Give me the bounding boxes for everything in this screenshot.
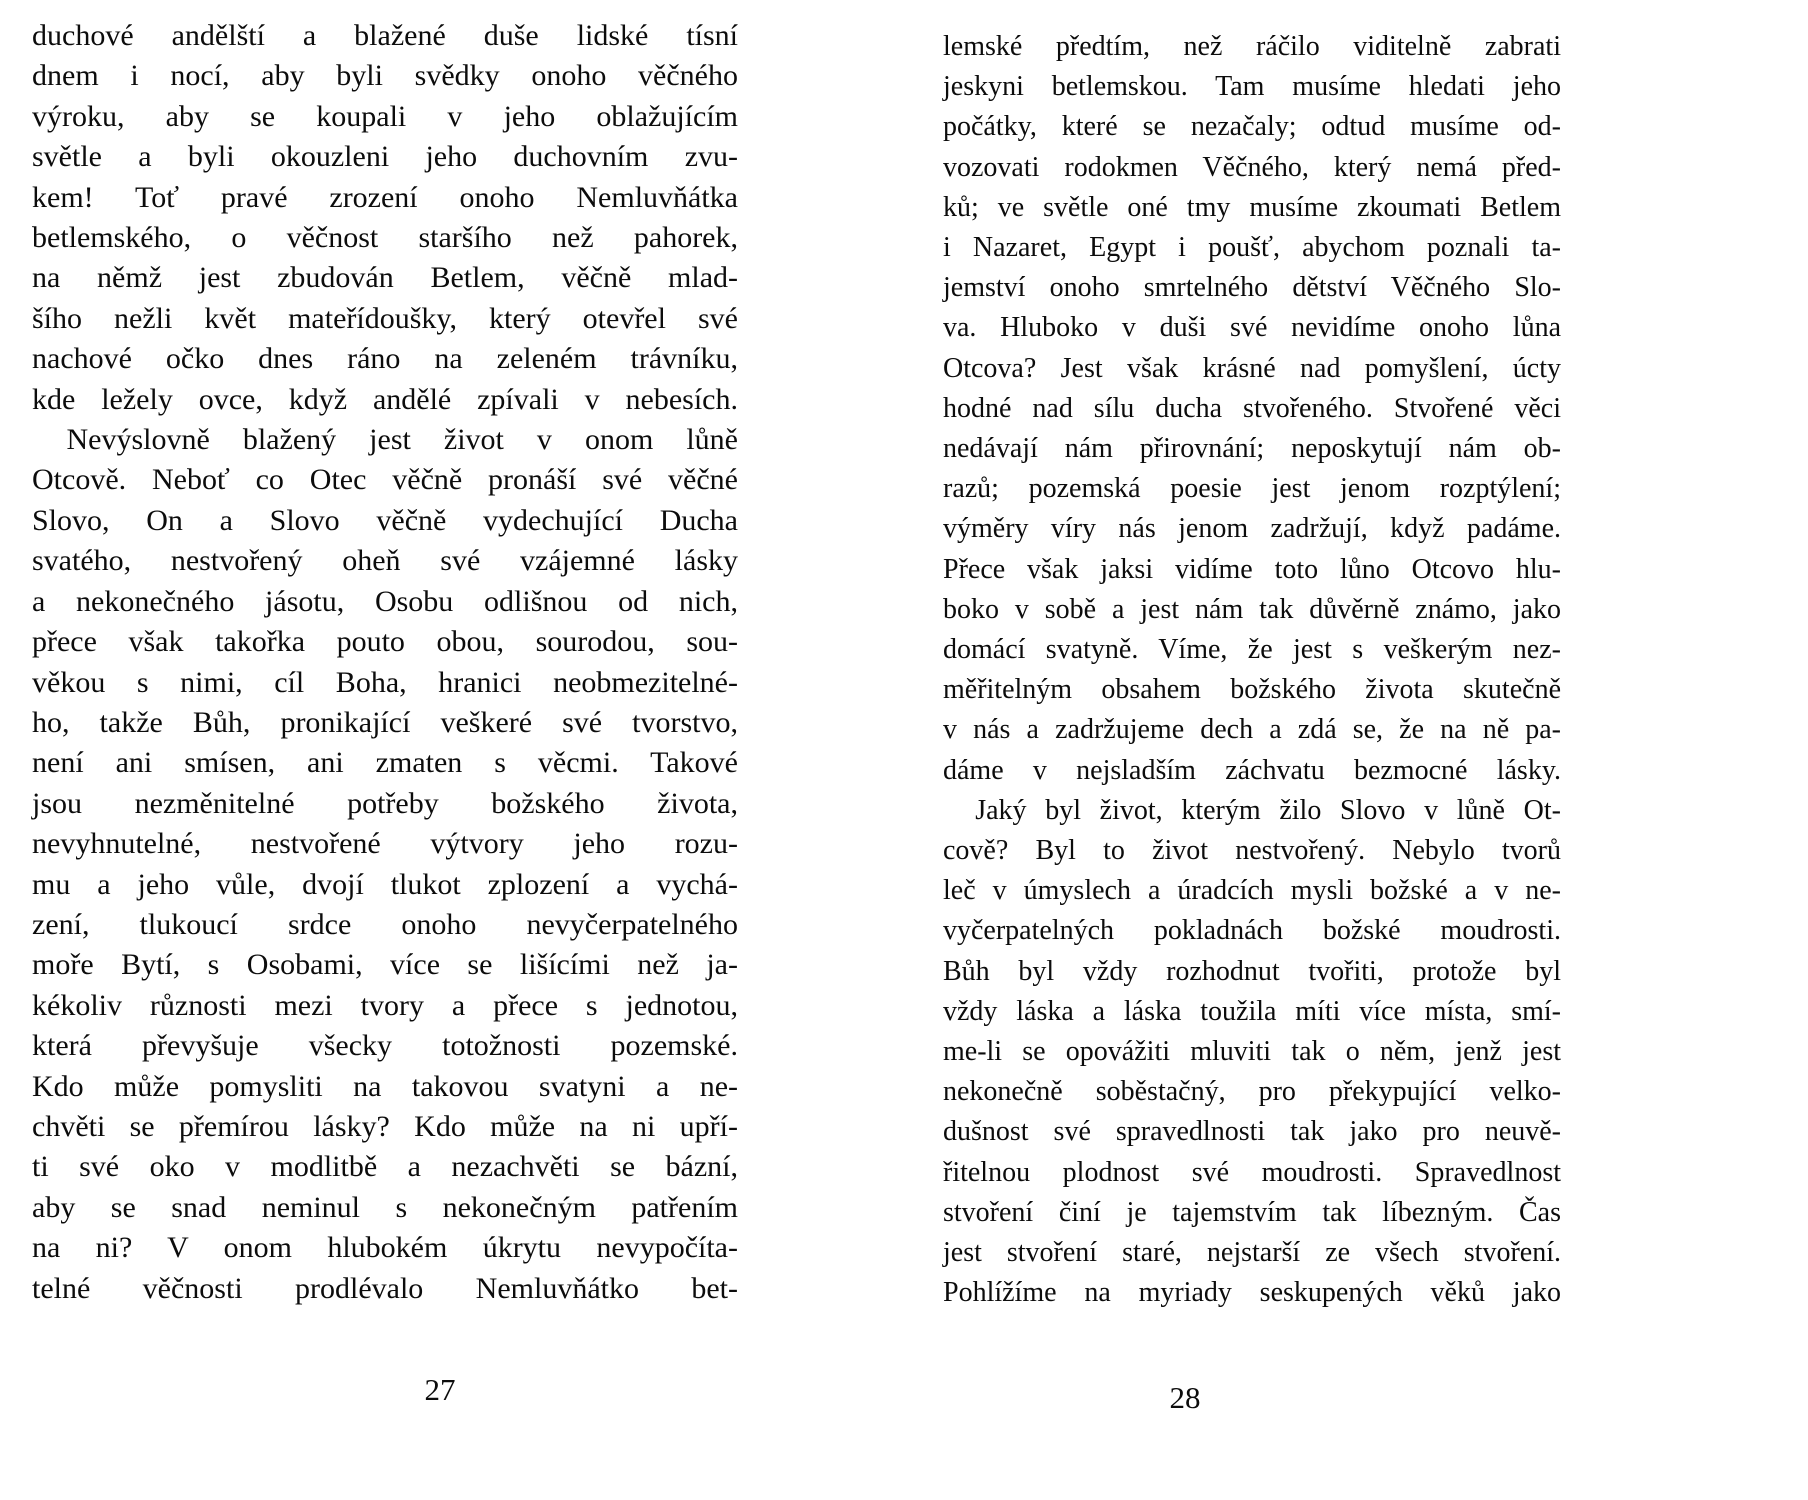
text-line: jsou nezměnitelné potřeby božského života, xyxy=(32,786,738,820)
text-line: moře Bytí, s Osobami, více se lišícími než ja- xyxy=(32,948,738,982)
text-line: v nás a zadržujeme dech a zdá se, že na ně pa- xyxy=(943,714,1561,746)
page-left-text-column xyxy=(32,16,738,1309)
text-line: která převyšuje všecky totožnosti pozemské. xyxy=(32,1029,738,1063)
text-line: nevyhnutelné, nestvořené výtvory jeho rozu- xyxy=(32,827,738,861)
text-line: Bůh byl vždy rozhodnut tvořiti, protože byl xyxy=(943,955,1561,987)
text-line: Otcova? Jest však krásné nad pomyšlení, úcty xyxy=(943,352,1561,384)
text-line: chvěti se přemírou lásky? Kdo může na ni upří- xyxy=(32,1109,738,1143)
text-line: vyčerpatelných pokladnách božské moudrosti. xyxy=(943,915,1561,947)
text-line: Jaký byl život, kterým žilo Slovo v lůně Ot- xyxy=(975,794,1561,826)
text-line: stvoření činí je tajemstvím tak líbezným. Čas xyxy=(943,1196,1561,1228)
text-line: počátky, které se nezačaly; odtud musíme od- xyxy=(943,111,1561,143)
text-line: domácí svatyně. Víme, že jest s veškerým nez- xyxy=(943,634,1561,666)
page-number-right: 28 xyxy=(1169,1380,1201,1415)
text-line: Slovo, On a Slovo věčně vydechující Ducha xyxy=(32,503,738,537)
page-right-text-column xyxy=(943,27,1561,1314)
text-line: ti své oko v modlitbě a nezachvěti se bázní, xyxy=(32,1150,738,1184)
text-line: mu a jeho vůle, dvojí tlukot zplození a vychá- xyxy=(32,867,738,901)
text-line: řitelnou plodnost své moudrosti. Spravedlnost xyxy=(943,1156,1561,1188)
text-line: Otcově. Neboť co Otec věčně pronáší své věčné xyxy=(32,463,738,497)
text-line: a nekonečného jásotu, Osobu odlišnou od nich, xyxy=(32,584,738,618)
text-line: va. Hluboko v duši své nevidíme onoho lůna xyxy=(943,312,1561,344)
text-line: nachové očko dnes ráno na zeleném trávníku, xyxy=(32,342,738,376)
text-line: jeskyni betlemskou. Tam musíme hledati jeho xyxy=(943,71,1561,103)
text-line: hodné nad sílu ducha stvořeného. Stvořené věci xyxy=(943,392,1561,424)
text-line: jemství onoho smrtelného dětství Věčného Slo- xyxy=(943,272,1561,304)
text-line: dnem i nocí, aby byli svědky onoho věčného xyxy=(32,59,738,93)
text-line: kde ležely ovce, když andělé zpívali v nebesích. xyxy=(32,382,738,416)
text-line: nedávají nám přirovnání; neposkytují nám ob- xyxy=(943,433,1561,465)
text-line: svatého, nestvořený oheň své vzájemné lásky xyxy=(32,544,738,578)
text-line: boko v sobě a jest nám tak důvěrně známo, jako xyxy=(943,593,1561,625)
text-line: dáme v nejsladším záchvatu bezmocné lásky. xyxy=(943,754,1561,786)
text-line: dušnost své spravedlnosti tak jako pro neuvě- xyxy=(943,1116,1561,1148)
text-line: Kdo může pomysliti na takovou svatyni a ne- xyxy=(32,1069,738,1103)
text-line: výměry víry nás jenom zadržují, když padáme. xyxy=(943,513,1561,545)
text-line: razů; pozemská poesie jest jenom rozptýlení; xyxy=(943,473,1561,505)
text-line: kékoliv různosti mezi tvory a přece s jednotou, xyxy=(32,988,738,1022)
text-line: ho, takže Bůh, pronikající veškeré své tvorstvo, xyxy=(32,705,738,739)
text-line: měřitelným obsahem božského života skutečně xyxy=(943,674,1561,706)
text-line: věkou s nimi, cíl Boha, hranici neobmezitelné- xyxy=(32,665,738,699)
text-line: Pohlížíme na myriady seskupených věků jako xyxy=(943,1277,1561,1309)
text-line: me-li se opovážiti mluviti tak o něm, jenž jest xyxy=(943,1036,1561,1068)
text-line: aby se snad neminul s nekonečným patřením xyxy=(32,1190,738,1224)
page-number-left: 27 xyxy=(424,1372,456,1407)
text-line: lemské předtím, než ráčilo viditelně zabrati xyxy=(943,31,1561,62)
text-line: nekonečně soběstačný, pro překypující velko- xyxy=(943,1076,1561,1108)
text-line: leč v úmyslech a úradcích mysli božské a v ne- xyxy=(943,875,1561,907)
text-line: vozovati rodokmen Věčného, který nemá před- xyxy=(943,151,1561,183)
text-line: přece však takořka pouto obou, sourodou, sou- xyxy=(32,625,738,659)
text-line: duchové andělští a blažené duše lidské tísní xyxy=(32,19,738,52)
text-line: jest stvoření staré, nejstarší ze všech stvoření. xyxy=(943,1237,1561,1269)
text-line: na ni? V onom hlubokém úkrytu nevypočíta- xyxy=(32,1231,738,1265)
text-line: Přece však jaksi vidíme toto lůno Otcovo hlu- xyxy=(943,553,1561,585)
text-line: šího nežli květ mateřídoušky, který otevřel své xyxy=(32,301,738,335)
text-line: cově? Byl to život nestvořený. Nebylo tvorů xyxy=(943,835,1561,867)
text-line: betlemského, o věčnost staršího než pahorek, xyxy=(32,221,738,255)
text-line: ků; ve světle oné tmy musíme zkoumati Betlem xyxy=(943,191,1561,223)
text-line: vždy láska a láska toužila míti více místa, smí- xyxy=(943,995,1561,1027)
text-line: telné věčnosti prodlévalo Nemluvňátko bet- xyxy=(32,1271,738,1305)
text-line: Nevýslovně blažený jest život v onom lůně xyxy=(66,423,738,457)
text-line: výroku, aby se koupali v jeho oblažujícím xyxy=(32,99,738,133)
text-line: není ani smísen, ani zmaten s věcmi. Takové xyxy=(32,746,738,780)
text-line: zení, tlukoucí srdce onoho nevyčerpatelného xyxy=(32,907,738,941)
text-line: světle a byli okouzleni jeho duchovním zvu- xyxy=(32,140,738,174)
text-line: kem! Toť pravé zrození onoho Nemluvňátka xyxy=(32,180,738,214)
text-line: i Nazaret, Egypt i poušť, abychom poznali ta- xyxy=(943,232,1561,264)
text-line: na němž jest zbudován Betlem, věčně mlad- xyxy=(32,261,738,295)
